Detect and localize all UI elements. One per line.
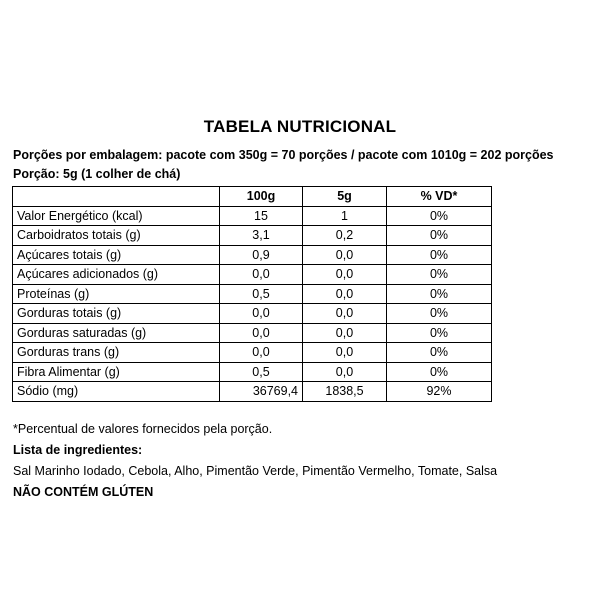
table-header-row (13, 187, 492, 207)
value-5g: 0,0 (303, 362, 387, 382)
nutrient-name: Gorduras saturadas (g) (13, 323, 220, 343)
value-vd: 0% (387, 362, 492, 382)
value-100g: 0,5 (220, 284, 303, 304)
table-row (13, 226, 492, 246)
nutrient-name: Gorduras trans (g) (13, 343, 220, 363)
value-100g: 3,1 (220, 226, 303, 246)
value-vd: 0% (387, 323, 492, 343)
value-vd: 0% (387, 284, 492, 304)
value-5g: 1 (303, 206, 387, 226)
value-vd: 0% (387, 245, 492, 265)
value-vd: 0% (387, 265, 492, 285)
value-5g: 0,2 (303, 226, 387, 246)
header-vd: % VD* (387, 187, 492, 207)
value-100g: 0,0 (220, 265, 303, 285)
value-vd: 0% (387, 304, 492, 324)
header-5g: 5g (303, 187, 387, 207)
value-5g: 0,0 (303, 245, 387, 265)
value-5g: 0,0 (303, 323, 387, 343)
value-100g: 15 (220, 206, 303, 226)
nutrient-name: Valor Energético (kcal) (13, 206, 220, 226)
value-100g: 36769,4 (220, 382, 303, 402)
value-100g: 0,0 (220, 343, 303, 363)
value-100g: 0,0 (220, 304, 303, 324)
nutrient-name: Sódio (mg) (13, 382, 220, 402)
value-vd: 0% (387, 226, 492, 246)
nutrition-table (12, 186, 492, 402)
table-row (13, 206, 492, 226)
serving-size: Porção: 5g (1 colher de chá) (13, 167, 181, 181)
value-vd: 0% (387, 343, 492, 363)
nutrient-name: Proteínas (g) (13, 284, 220, 304)
table-row (13, 323, 492, 343)
header-nutrient (13, 187, 220, 207)
value-100g: 0,0 (220, 323, 303, 343)
table-row (13, 304, 492, 324)
value-5g: 0,0 (303, 265, 387, 285)
value-5g: 1838,5 (303, 382, 387, 402)
value-5g: 0,0 (303, 343, 387, 363)
nutrient-name: Gorduras totais (g) (13, 304, 220, 324)
value-100g: 0,5 (220, 362, 303, 382)
table-row (13, 382, 492, 402)
value-vd: 0% (387, 206, 492, 226)
table-row (13, 284, 492, 304)
value-5g: 0,0 (303, 304, 387, 324)
servings-per-package: Porções por embalagem: pacote com 350g = 70 porções / pacote com 1010g = 202 porções (13, 148, 554, 162)
nutrient-name: Fibra Alimentar (g) (13, 362, 220, 382)
table-row (13, 245, 492, 265)
table-row (13, 343, 492, 363)
page-title: TABELA NUTRICIONAL (203, 117, 397, 136)
nutrient-name: Açúcares adicionados (g) (13, 265, 220, 285)
nutrient-name: Açúcares totais (g) (13, 245, 220, 265)
value-100g: 0,9 (220, 245, 303, 265)
gluten-notice: NÃO CONTÉM GLÚTEN (13, 485, 154, 499)
table-row (13, 362, 492, 382)
value-vd: 92% (387, 382, 492, 402)
footnote: *Percentual de valores fornecidos pela porção. (13, 422, 273, 436)
nutrient-name: Carboidratos totais (g) (13, 226, 220, 246)
ingredients-list: Sal Marinho Iodado, Cebola, Alho, Pimentão Verde, Pimentão Vermelho, Tomate, Salsa (13, 464, 498, 478)
header-100g: 100g (220, 187, 303, 207)
value-5g: 0,0 (303, 284, 387, 304)
table-row (13, 265, 492, 285)
ingredients-label: Lista de ingredientes: (13, 443, 143, 457)
